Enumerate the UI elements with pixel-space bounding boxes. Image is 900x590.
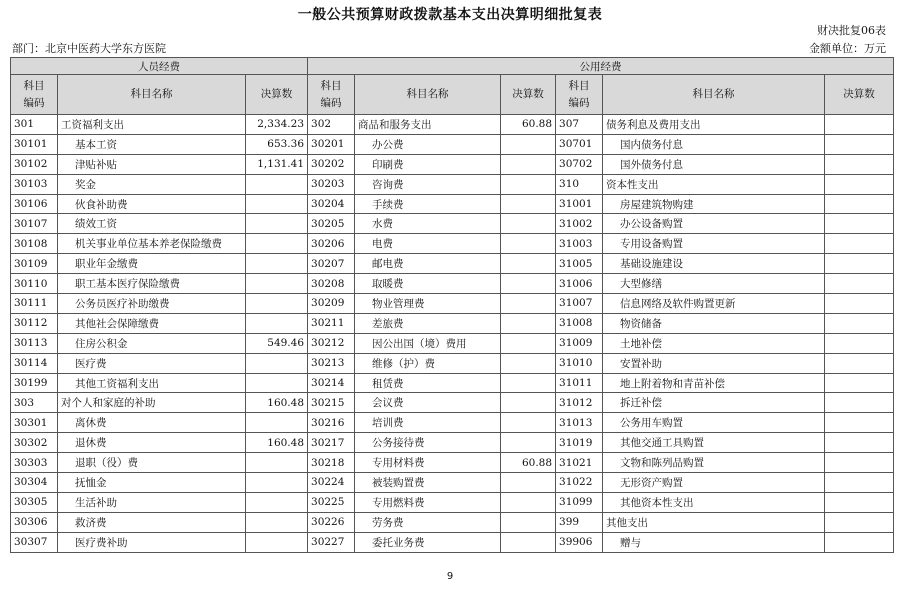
amount-cell: 653.36 — [246, 134, 308, 154]
subject-code-cell: 30702 — [556, 154, 603, 174]
subject-code-cell: 30213 — [308, 353, 355, 373]
subject-code-cell: 30208 — [308, 274, 355, 294]
amount-cell — [246, 254, 308, 274]
subject-name-cell: 差旅费 — [355, 313, 501, 333]
amount-cell — [825, 313, 894, 333]
amount-cell — [246, 413, 308, 433]
subject-code-cell: 30302 — [11, 433, 58, 453]
subject-code-cell: 30199 — [11, 373, 58, 393]
subject-name-cell: 水费 — [355, 214, 501, 234]
table-row — [11, 134, 894, 154]
amount-cell — [246, 194, 308, 214]
table-row — [11, 532, 894, 552]
amount-cell — [246, 294, 308, 314]
amount-cell — [246, 512, 308, 532]
amount-cell — [501, 512, 556, 532]
amount-cell — [501, 333, 556, 353]
subject-name-cell: 公务接待费 — [355, 433, 501, 453]
subject-code-cell: 30202 — [308, 154, 355, 174]
amount-cell — [501, 174, 556, 194]
amount-cell: 60.88 — [501, 453, 556, 473]
amount-cell — [501, 373, 556, 393]
subject-code-cell: 31005 — [556, 254, 603, 274]
amount-cell — [825, 492, 894, 512]
amount-cell — [501, 254, 556, 274]
amount-cell — [825, 115, 894, 135]
amount-cell — [246, 214, 308, 234]
subject-code-cell: 30204 — [308, 194, 355, 214]
subject-code-cell: 30106 — [11, 194, 58, 214]
table-row — [11, 353, 894, 373]
col-header-code-line1: 科目 — [568, 79, 590, 92]
subject-code-cell: 30101 — [11, 134, 58, 154]
subject-name-cell: 拆迁补偿 — [603, 393, 825, 413]
subject-code-cell: 301 — [11, 115, 58, 135]
amount-cell — [246, 473, 308, 493]
subject-code-cell: 30305 — [11, 492, 58, 512]
subject-name-cell: 培训费 — [355, 413, 501, 433]
amount-cell — [825, 353, 894, 373]
subject-name-cell: 办公设备购置 — [603, 214, 825, 234]
subject-code-cell: 30201 — [308, 134, 355, 154]
amount-cell — [246, 174, 308, 194]
subject-name-cell: 租赁费 — [355, 373, 501, 393]
table-row — [11, 234, 894, 254]
amount-cell — [825, 532, 894, 552]
subject-code-cell: 30227 — [308, 532, 355, 552]
subject-name-cell: 医疗费补助 — [58, 532, 246, 552]
table-row — [11, 294, 894, 314]
subject-name-cell: 维修（护）费 — [355, 353, 501, 373]
amount-cell — [825, 453, 894, 473]
amount-cell — [825, 274, 894, 294]
subject-name-cell: 抚恤金 — [58, 473, 246, 493]
subject-code-cell: 30304 — [11, 473, 58, 493]
table-row — [11, 115, 894, 135]
subject-name-cell: 基本工资 — [58, 134, 246, 154]
subject-code-cell: 31002 — [556, 214, 603, 234]
table-row — [11, 453, 894, 473]
amount-cell — [501, 353, 556, 373]
subject-name-cell: 国外债务付息 — [603, 154, 825, 174]
subject-code-cell: 31019 — [556, 433, 603, 453]
subject-name-cell: 职业年金缴费 — [58, 254, 246, 274]
amount-cell — [501, 313, 556, 333]
amount-cell — [825, 194, 894, 214]
subject-name-cell: 地上附着物和青苗补偿 — [603, 373, 825, 393]
subject-code-cell: 30102 — [11, 154, 58, 174]
subject-code-cell: 31012 — [556, 393, 603, 413]
amount-cell — [501, 532, 556, 552]
subject-name-cell: 其他工资福利支出 — [58, 373, 246, 393]
subject-code-cell: 31008 — [556, 313, 603, 333]
subject-name-cell: 信息网络及软件购置更新 — [603, 294, 825, 314]
subject-code-cell: 310 — [556, 174, 603, 194]
amount-cell — [825, 214, 894, 234]
amount-cell — [825, 512, 894, 532]
subject-name-cell: 机关事业单位基本养老保险缴费 — [58, 234, 246, 254]
subject-code-cell: 31021 — [556, 453, 603, 473]
group-header-personnel: 人员经费 — [11, 58, 308, 75]
table-row — [11, 313, 894, 333]
page-number: 9 — [446, 571, 454, 582]
subject-code-cell: 30306 — [11, 512, 58, 532]
subject-name-cell: 安置补助 — [603, 353, 825, 373]
col-header-code-line1: 科目 — [23, 79, 45, 92]
subject-code-cell: 31022 — [556, 473, 603, 493]
subject-name-cell: 对个人和家庭的补助 — [58, 393, 246, 413]
subject-name-cell: 专用燃料费 — [355, 492, 501, 512]
subject-code-cell: 30215 — [308, 393, 355, 413]
table-row — [11, 154, 894, 174]
amount-cell: 160.48 — [246, 433, 308, 453]
col-header-code-line2: 编码 — [320, 96, 342, 109]
subject-code-cell: 30209 — [308, 294, 355, 314]
subject-name-cell: 房屋建筑物购建 — [603, 194, 825, 214]
subject-name-cell: 物业管理费 — [355, 294, 501, 314]
amount-cell — [825, 373, 894, 393]
subject-name-cell: 其他支出 — [603, 512, 825, 532]
subject-name-cell: 津贴补贴 — [58, 154, 246, 174]
table-row — [11, 333, 894, 353]
subject-name-cell: 奖金 — [58, 174, 246, 194]
amount-cell — [825, 473, 894, 493]
subject-name-cell: 资本性支出 — [603, 174, 825, 194]
amount-cell — [825, 333, 894, 353]
amount-cell — [501, 274, 556, 294]
amount-cell — [501, 393, 556, 413]
subject-code-cell: 30103 — [11, 174, 58, 194]
subject-code-cell: 30218 — [308, 453, 355, 473]
subject-code-cell: 30216 — [308, 413, 355, 433]
subject-name-cell: 委托业务费 — [355, 532, 501, 552]
subject-code-cell: 30701 — [556, 134, 603, 154]
subject-name-cell: 其他资本性支出 — [603, 492, 825, 512]
subject-code-cell: 30107 — [11, 214, 58, 234]
subject-name-cell: 退职（役）费 — [58, 453, 246, 473]
amount-cell — [825, 154, 894, 174]
amount-cell — [246, 492, 308, 512]
group-header-public: 公用经费 — [308, 58, 894, 75]
subject-name-cell: 邮电费 — [355, 254, 501, 274]
page-title: 一般公共预算财政拨款基本支出决算明细批复表 — [297, 7, 603, 23]
subject-code-cell: 30224 — [308, 473, 355, 493]
amount-cell — [501, 473, 556, 493]
subject-name-cell: 其他交通工具购置 — [603, 433, 825, 453]
table-row — [11, 473, 894, 493]
amount-cell — [501, 294, 556, 314]
amount-cell: 549.46 — [246, 333, 308, 353]
subject-name-cell: 赠与 — [603, 532, 825, 552]
amount-cell — [246, 373, 308, 393]
subject-code-cell: 30113 — [11, 333, 58, 353]
amount-cell — [825, 393, 894, 413]
subject-name-cell: 会议费 — [355, 393, 501, 413]
subject-name-cell: 劳务费 — [355, 512, 501, 532]
department-label: 部门：北京中医药大学东方医院 — [12, 42, 166, 55]
amount-cell: 2,334.23 — [246, 115, 308, 135]
subject-code-cell: 31007 — [556, 294, 603, 314]
amount-cell — [501, 194, 556, 214]
subject-code-cell: 30301 — [11, 413, 58, 433]
subject-name-cell: 离休费 — [58, 413, 246, 433]
subject-code-cell: 31013 — [556, 413, 603, 433]
subject-name-cell: 住房公积金 — [58, 333, 246, 353]
subject-name-cell: 救济费 — [58, 512, 246, 532]
subject-code-cell: 30109 — [11, 254, 58, 274]
subject-name-cell: 国内债务付息 — [603, 134, 825, 154]
col-header-name: 科目名称 — [355, 75, 501, 115]
subject-name-cell: 因公出国（境）费用 — [355, 333, 501, 353]
subject-name-cell: 大型修缮 — [603, 274, 825, 294]
table-row — [11, 274, 894, 294]
amount-cell — [246, 313, 308, 333]
col-header-code — [11, 75, 58, 115]
col-header-code — [556, 75, 603, 115]
subject-name-cell: 伙食补助费 — [58, 194, 246, 214]
subject-code-cell: 30205 — [308, 214, 355, 234]
subject-name-cell: 土地补偿 — [603, 333, 825, 353]
subject-code-cell: 30203 — [308, 174, 355, 194]
amount-cell — [501, 413, 556, 433]
subject-name-cell: 职工基本医疗保险缴费 — [58, 274, 246, 294]
subject-name-cell: 取暖费 — [355, 274, 501, 294]
expenditure-table — [10, 57, 894, 553]
col-header-name: 科目名称 — [603, 75, 825, 115]
subject-name-cell: 电费 — [355, 234, 501, 254]
subject-name-cell: 办公费 — [355, 134, 501, 154]
amount-cell — [825, 254, 894, 274]
table-row — [11, 393, 894, 413]
subject-code-cell: 399 — [556, 512, 603, 532]
amount-cell — [501, 134, 556, 154]
amount-cell — [825, 433, 894, 453]
subject-name-cell: 公务员医疗补助缴费 — [58, 294, 246, 314]
col-header-name: 科目名称 — [58, 75, 246, 115]
col-header-code — [308, 75, 355, 115]
subject-code-cell: 31001 — [556, 194, 603, 214]
subject-name-cell: 咨询费 — [355, 174, 501, 194]
col-header-code-line2: 编码 — [23, 96, 45, 109]
subject-name-cell: 退休费 — [58, 433, 246, 453]
amount-cell — [246, 234, 308, 254]
subject-name-cell: 其他社会保障缴费 — [58, 313, 246, 333]
amount-cell — [501, 154, 556, 174]
subject-code-cell: 30214 — [308, 373, 355, 393]
subject-name-cell: 商品和服务支出 — [355, 115, 501, 135]
subject-code-cell: 30211 — [308, 313, 355, 333]
subject-code-cell: 31003 — [556, 234, 603, 254]
subject-name-cell: 医疗费 — [58, 353, 246, 373]
amount-cell: 60.88 — [501, 115, 556, 135]
subject-name-cell: 债务利息及费用支出 — [603, 115, 825, 135]
amount-cell — [825, 174, 894, 194]
subject-code-cell: 39906 — [556, 532, 603, 552]
subject-code-cell: 30226 — [308, 512, 355, 532]
subject-name-cell: 专用设备购置 — [603, 234, 825, 254]
table-row — [11, 492, 894, 512]
amount-cell — [246, 353, 308, 373]
col-header-code-line1: 科目 — [320, 79, 342, 92]
amount-cell — [825, 234, 894, 254]
subject-code-cell: 30108 — [11, 234, 58, 254]
subject-name-cell: 专用材料费 — [355, 453, 501, 473]
table-row — [11, 214, 894, 234]
table-row — [11, 512, 894, 532]
subject-code-cell: 31006 — [556, 274, 603, 294]
subject-name-cell: 无形资产购置 — [603, 473, 825, 493]
col-header-amount: 决算数 — [246, 75, 308, 115]
subject-name-cell: 基础设施建设 — [603, 254, 825, 274]
subject-code-cell: 30307 — [11, 532, 58, 552]
subject-name-cell: 物资储备 — [603, 313, 825, 333]
amount-cell — [825, 294, 894, 314]
subject-name-cell: 印刷费 — [355, 154, 501, 174]
table-row — [11, 413, 894, 433]
subject-name-cell: 文物和陈列品购置 — [603, 453, 825, 473]
amount-cell: 1,131.41 — [246, 154, 308, 174]
subject-code-cell: 31009 — [556, 333, 603, 353]
subject-code-cell: 30217 — [308, 433, 355, 453]
subject-code-cell: 30114 — [11, 353, 58, 373]
amount-cell — [501, 234, 556, 254]
subject-code-cell: 30303 — [11, 453, 58, 473]
subject-name-cell: 手续费 — [355, 194, 501, 214]
table-row — [11, 433, 894, 453]
col-header-amount: 决算数 — [501, 75, 556, 115]
subject-code-cell: 30207 — [308, 254, 355, 274]
amount-cell: 160.48 — [246, 393, 308, 413]
subject-code-cell: 30112 — [11, 313, 58, 333]
col-header-amount: 决算数 — [825, 75, 894, 115]
table-row — [11, 373, 894, 393]
amount-cell — [246, 532, 308, 552]
subject-code-cell: 30110 — [11, 274, 58, 294]
amount-cell — [501, 214, 556, 234]
subject-code-cell: 302 — [308, 115, 355, 135]
amount-cell — [501, 433, 556, 453]
subject-code-cell: 31099 — [556, 492, 603, 512]
form-number: 财决批复06表 — [817, 24, 886, 37]
table-row — [11, 194, 894, 214]
subject-code-cell: 30225 — [308, 492, 355, 512]
subject-name-cell: 工资福利支出 — [58, 115, 246, 135]
subject-code-cell: 307 — [556, 115, 603, 135]
subject-code-cell: 31010 — [556, 353, 603, 373]
table-row — [11, 174, 894, 194]
amount-cell — [246, 453, 308, 473]
amount-unit-label: 金额单位：万元 — [809, 42, 886, 55]
subject-code-cell: 30212 — [308, 333, 355, 353]
subject-name-cell: 绩效工资 — [58, 214, 246, 234]
subject-code-cell: 303 — [11, 393, 58, 413]
table-row — [11, 254, 894, 274]
subject-name-cell: 生活补助 — [58, 492, 246, 512]
amount-cell — [246, 274, 308, 294]
amount-cell — [501, 492, 556, 512]
subject-code-cell: 30111 — [11, 294, 58, 314]
subject-name-cell: 公务用车购置 — [603, 413, 825, 433]
col-header-code-line2: 编码 — [568, 96, 590, 109]
amount-cell — [825, 134, 894, 154]
amount-cell — [825, 413, 894, 433]
subject-code-cell: 31011 — [556, 373, 603, 393]
subject-name-cell: 被装购置费 — [355, 473, 501, 493]
subject-code-cell: 30206 — [308, 234, 355, 254]
